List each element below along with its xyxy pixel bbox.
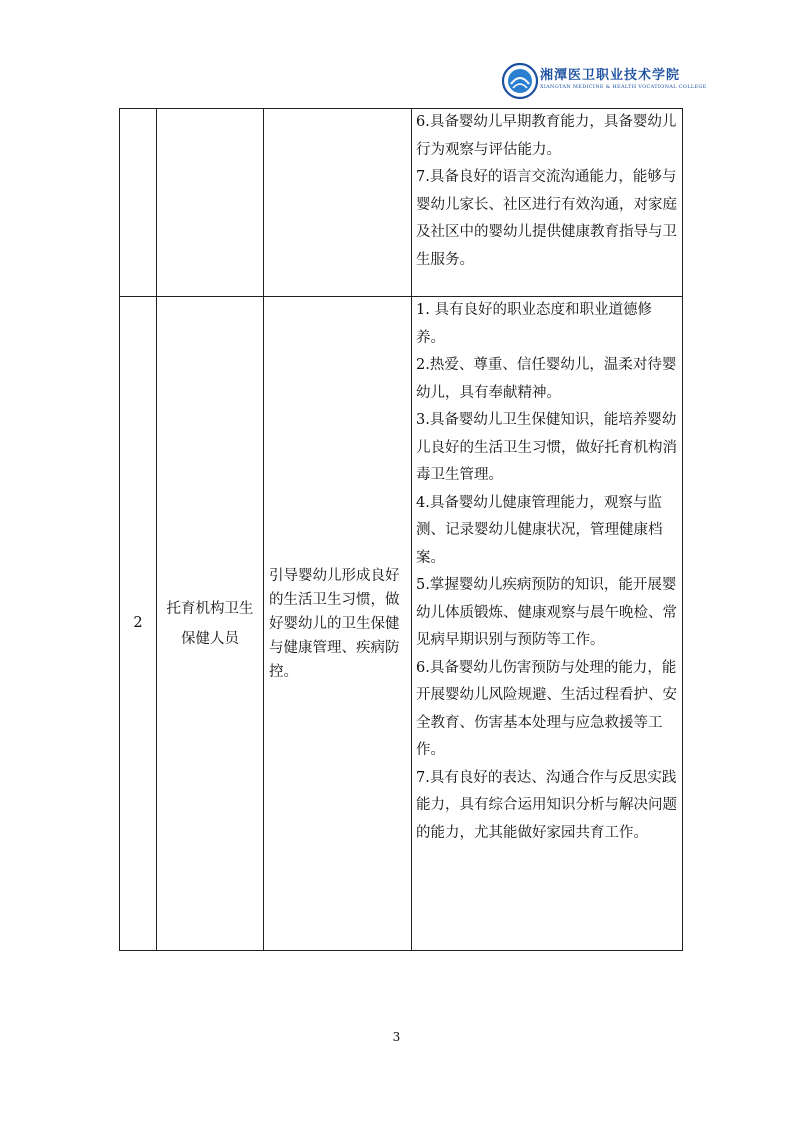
college-name: 湘潭医卫职业技术学院 (540, 68, 681, 83)
ability-item: 6.具备婴幼儿早期教育能力，具备婴幼儿行为观察与评估能力。 (416, 114, 677, 158)
table-row (120, 109, 683, 297)
ability-item: 6.具备婴幼儿伤害预防与处理的能力，能开展婴幼儿风险规避、生活过程看护、安全教育、伤害基本处理与应急救援等工作。 (416, 659, 677, 758)
job-title (157, 109, 264, 297)
ability-item: 4.具备婴幼儿健康管理能力，观察与监测、记录婴幼儿健康状况，管理健康档案。 (416, 494, 663, 566)
ability-requirements (412, 297, 683, 951)
ability-requirements (412, 109, 683, 297)
job-task: 引导婴幼儿形成良好的生活卫生习惯，做好婴幼儿的卫生保健与健康管理、疾病防控。 (264, 297, 412, 951)
job-task (264, 109, 412, 297)
ability-item: 7.具备良好的语言交流沟通能力，能够与婴幼儿家长、社区进行有效沟通，对家庭及社区中的婴幼儿提供健康教育指导与卫生服务。 (416, 169, 677, 268)
college-name-english: XIANGTAN MEDICINE & HEALTH VOCATIONAL COLLEGE (540, 84, 707, 90)
job-ability-table (119, 108, 683, 951)
ability-item: 5.掌握婴幼儿疾病预防的知识，能开展婴幼儿体质锻炼、健康观察与晨午晚检、常见病早期识别与预防等工作。 (416, 577, 677, 648)
page-number: 3 (392, 1030, 401, 1044)
row-number: 2 (120, 297, 157, 951)
ability-item: 7.具有良好的表达、沟通合作与反思实践能力，具有综合运用知识分析与解决问题的能力，尤其能做好家园共育工作。 (416, 769, 677, 841)
ability-item: 2.热爱、尊重、信任婴幼儿，温柔对待婴幼儿，具有奉献精神。 (416, 357, 677, 401)
job-title: 托育机构卫生保健人员 (157, 297, 264, 951)
ability-item: 1. 具有良好的职业态度和职业道德修养。 (416, 302, 652, 346)
table-row (120, 297, 683, 951)
ability-item: 3.具备婴幼儿卫生保健知识，能培养婴幼儿良好的生活卫生习惯，做好托育机构消毒卫生管理。 (416, 412, 677, 483)
row-number (120, 109, 157, 297)
